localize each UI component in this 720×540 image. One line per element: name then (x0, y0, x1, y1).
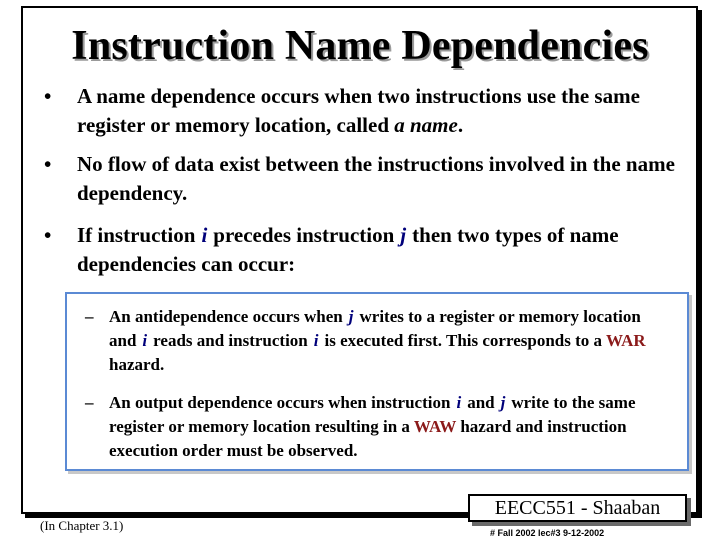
bullet-text-part: then two types of name dependencies can occur: (77, 223, 619, 276)
sub-text-part: An antidependence occurs when (109, 307, 343, 326)
slide-title: Instruction Name Dependencies (71, 23, 649, 69)
bullet-text (77, 221, 687, 279)
hazard-waw: WAW (413, 417, 457, 436)
lecture-meta: # Fall 2002 lec#3 9-12-2002 (490, 528, 605, 538)
variable-i: i (313, 331, 319, 350)
course-label: EECC551 - Shaaban (468, 494, 687, 522)
bullet-text: No flow of data exist between the instructions involved in the name dependency. (77, 152, 675, 205)
sub-text-part: hazard and instruction execution order must be observed. (109, 417, 627, 460)
bullet-text (77, 82, 687, 140)
bullet-dot: • (44, 223, 52, 247)
sub-text-part: reads and instruction (153, 331, 308, 350)
bullet-term-a-name: a name (394, 113, 458, 137)
bullet-dot: • (44, 152, 52, 176)
variable-i: i (142, 331, 148, 350)
sub-text-part: writes to a register or memory location and (109, 307, 641, 350)
variable-j: j (400, 223, 407, 247)
variable-i: i (456, 393, 462, 412)
sub-bullet-text (109, 391, 684, 463)
sub-bullet-text (109, 305, 684, 377)
bullet-dot: • (44, 84, 52, 108)
sub-bullet-dash: – (85, 393, 94, 412)
variable-j: j (348, 307, 354, 326)
chapter-reference: (In Chapter 3.1) (40, 518, 124, 533)
sub-text-part: is executed first. This corresponds to a (324, 331, 606, 350)
sub-text-part: and (467, 393, 495, 412)
sub-text-part: hazard. (109, 355, 165, 374)
bullet-text-part: If instruction (77, 223, 196, 247)
bullet-text-part: . (457, 113, 464, 137)
sub-bullet-dash: – (85, 307, 94, 326)
bullet-text-part: A name dependence occurs when two instructions use the same register or memory location, called (77, 84, 640, 137)
variable-j: j (500, 393, 506, 412)
sub-text-part: write to the same register or memory location resulting in a (109, 393, 636, 436)
sub-text-part: An output dependence occurs when instruction (109, 393, 451, 412)
variable-i: i (201, 223, 208, 247)
hazard-war: WAR (605, 331, 646, 350)
bullet-text-part: precedes instruction (213, 223, 395, 247)
